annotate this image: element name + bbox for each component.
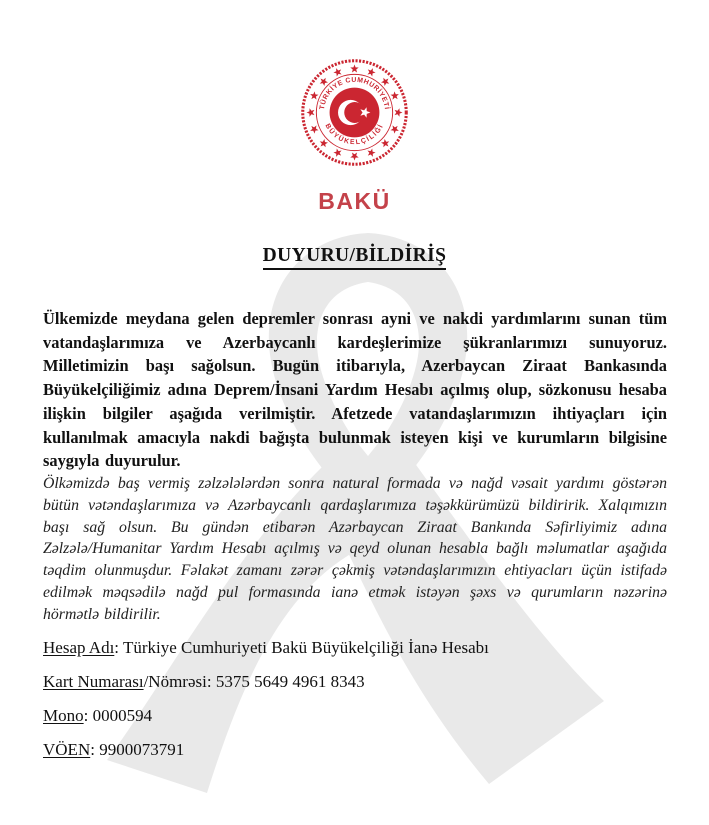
azerbaijani-paragraph: Ölkəmizdə baş vermiş zəlzələlərdən sonra natural formada və nağd vəsait yardımı göstərən bütün vətəndaşlarımıza və Azərbaycanlı qardaşlarımıza təşəkkürümüzü bildiririk. Xalqımızın başı sağ olsun. Bu gündən etibarən Azərbaycan Ziraat Bankında Səfirliyimiz adına Zəlzələ/Humanitar Yardım Hesabı açılmış və qeyd olunan hesabla bağlı məlumatlar aşağıda təqdim olunmuşdur. Fəlakət zamanı zərər çəkmiş vətəndaşlarımızın ehtiyacları üçün istifadə edilmək məqsədilə nağd pul formasında ianə etmək istəyən şəxs və qurumların nəzərinə hörmətlə bildirilir. (43, 475, 667, 623)
voen-label: VÖEN (43, 740, 91, 759)
card-number-value: 5375 5649 4961 8343 (215, 672, 365, 691)
detail-row-mono (43, 705, 667, 726)
detail-row-card-number (43, 671, 667, 692)
page-title: DUYURU/BİLDİRİŞ (263, 245, 447, 270)
voen-separator: : (90, 740, 100, 759)
seal-top-arc-text: TÜRKİYE CUMHURİYETİ (318, 76, 391, 111)
embassy-seal-icon (297, 55, 412, 170)
card-number-suffix: /Nömrəsi (143, 672, 207, 691)
account-details (43, 637, 667, 773)
document-heading (0, 245, 709, 270)
voen-value: 9900073791 (99, 740, 185, 759)
turkish-paragraph: Ülkemizde meydana gelen depremler sonrası ayni ve nakdi yardımlarını sunan tüm vatandaşlarımıza ve Azerbaycanlı kardeşlerimize şükranlarımızı sunuyoruz. Milletimizin başı sağolsun. Bugün itibarıyla, Azerbaycan Ziraat Bankasında Büyükelçiliğimiz adına Deprem/İnsani Yardım Hesabı açılmış olup, sözkonusu hesaba ilişkin bilgiler aşağıda verilmiştir. Afetzede vatandaşlarımızın ihtiyaçları için kullanılmak amacıyla nakdi bağışta bulunmak isteyen kişi ve kurumların bilgisine saygıyla duyurulur. (43, 309, 667, 471)
detail-row-voen (43, 739, 667, 760)
mono-value: 0000594 (92, 706, 153, 725)
mono-separator: : (83, 706, 93, 725)
card-number-separator: : (206, 672, 216, 691)
account-name-separator: : (114, 638, 123, 657)
embassy-seal-block (0, 55, 709, 215)
mono-label: Mono (43, 706, 84, 725)
crescent-star-icon (330, 88, 380, 138)
card-number-label: Kart Numarası (43, 672, 144, 691)
detail-row-account-name (43, 637, 667, 658)
seal-bottom-arc-text: BÜYÜKELÇİLİĞİ (323, 122, 386, 147)
account-name-label: Hesap Adı (43, 638, 115, 657)
seal-city-label: BAKÜ (318, 188, 391, 214)
account-name-value: Türkiye Cumhuriyeti Bakü Büyükelçiliği İanə Hesabı (122, 638, 489, 657)
